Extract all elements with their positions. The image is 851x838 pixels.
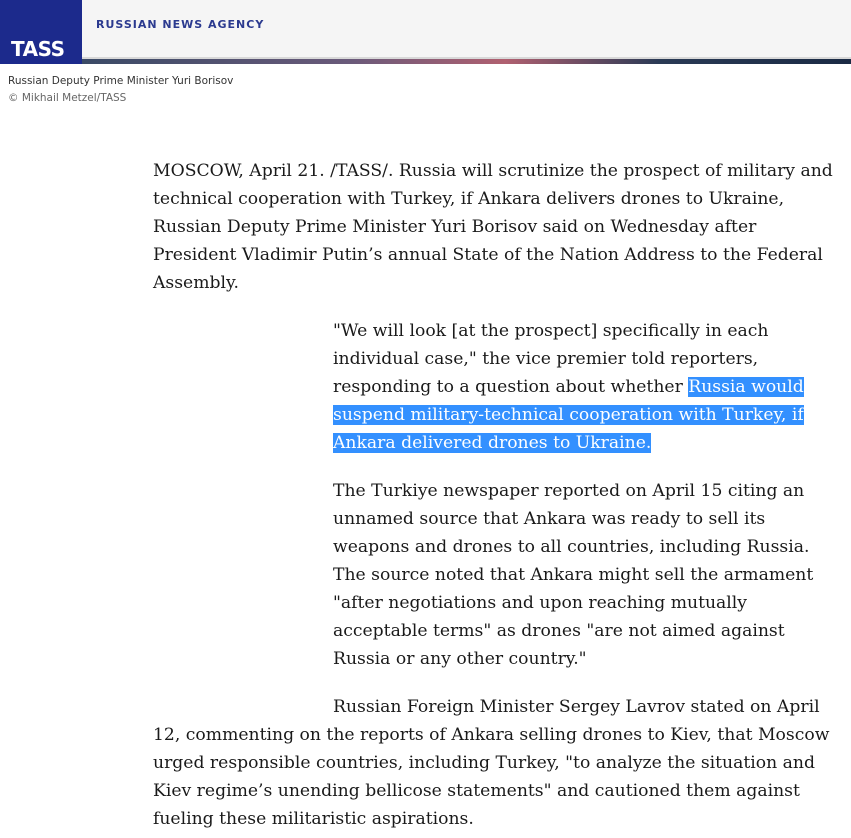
photo-credit: © Mikhail Metzel/TASS bbox=[8, 92, 127, 104]
caption-text: Russian Deputy Prime Minister Yuri Borisov bbox=[8, 75, 234, 87]
article-paragraph-4: Russian Foreign Minister Sergey Lavrov stated on April 12, commenting on the reports of Ankara selling drones to Kiev, that Moscow urged responsible countries, including Turkey, "to analyze the situation and Kiev regime’s unending bellicose statements" and cautioned them against fueling these militaristic aspirations. bbox=[153, 697, 830, 829]
article-paragraph-3: The Turkiye newspaper reported on April 15 citing an unnamed source that Ankara was ready to sell its weapons and drones to all countries, including Russia. The source noted that Ankara might sell the armament "after negotiations and upon reaching mutually acceptable terms" as drones "are not aimed against Russia or any other country." bbox=[333, 481, 814, 669]
agency-name: RUSSIAN NEWS AGENCY bbox=[96, 18, 265, 31]
tass-logo[interactable] bbox=[0, 0, 82, 64]
site-header bbox=[0, 0, 851, 64]
paragraph-2-text: "We will look [at the prospect] specifically in each individual case," the vice premier told reporters, responding to a question about whether bbox=[333, 321, 769, 397]
photo-caption bbox=[8, 73, 233, 107]
article-paragraph-1: MOSCOW, April 21. /TASS/. Russia will scrutinize the prospect of military and technical cooperation with Turkey, if Ankara delivers drones to Ukraine, Russian Deputy Prime Minister Yuri Borisov said on Wednesday after President Vladimir Putin’s annual State of the Nation Address to the Federal Assembly. bbox=[153, 161, 833, 293]
article-paragraph-2 bbox=[333, 317, 833, 457]
selected-text[interactable]: Russia would suspend military-technical cooperation with Turkey, if Ankara delivered drones to Ukraine. bbox=[333, 377, 804, 453]
header-photo-strip bbox=[82, 57, 851, 64]
logo-text: TASS bbox=[11, 37, 65, 61]
